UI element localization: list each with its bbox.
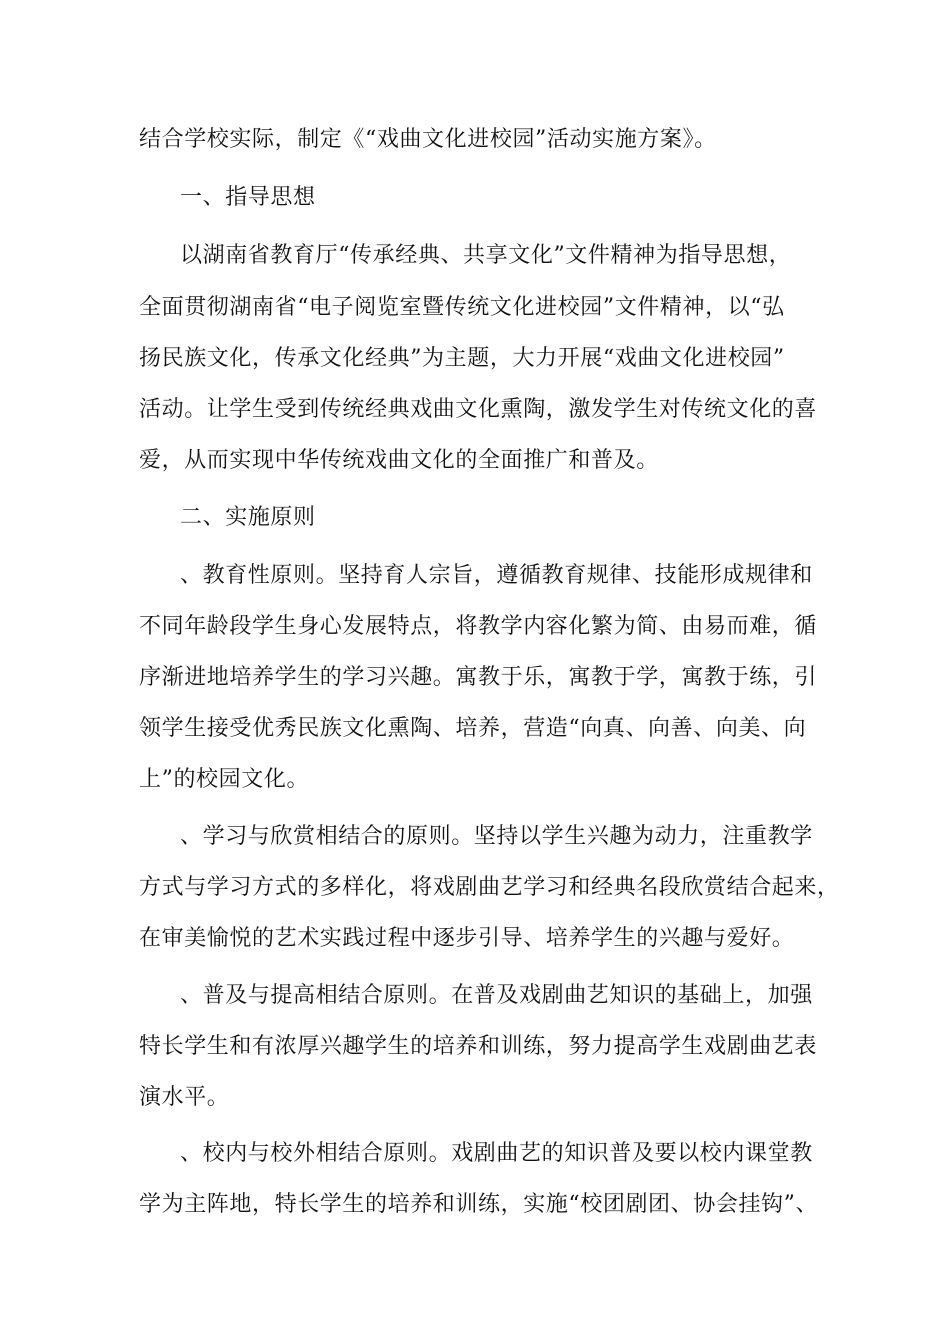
section-heading: 一、指导思想	[180, 185, 316, 210]
text-line: 演水平。	[139, 1085, 230, 1110]
section-heading: 二、实施原则	[180, 505, 316, 530]
text-line: 扬民族文化，传承文化经典”为主题，大力开展“戏曲文化进校园”	[139, 346, 785, 371]
text-line: 、学习与欣赏相结合的原则。坚持以学生兴趣为动力，注重教学	[180, 824, 813, 849]
text-line: 序渐进地培养学生的学习兴趣。寓教于乐，寓教于学，寓教于练，引	[139, 665, 818, 690]
text-line: 在审美愉悦的艺术实践过程中逐步引导、培养学生的兴趣与爱好。	[139, 926, 795, 951]
text-line: 以湖南省教育厅“传承经典、共享文化”文件精神为指导思想，	[180, 243, 792, 268]
text-line: 领学生接受优秀民族文化熏陶、培养，营造“向真、向善、向美、向	[139, 716, 807, 741]
text-line: 活动。让学生受到传统经典戏曲文化熏陶，激发学生对传统文化的喜	[139, 397, 818, 422]
text-line: 全面贯彻湖南省“电子阅览室暨传统文化进校园”文件精神，以“弘	[139, 295, 785, 320]
text-line: 结合学校实际，制定《“戏曲文化进校园”活动实施方案》。	[139, 127, 717, 152]
text-line: 、校内与校外相结合原则。戏剧曲艺的知识普及要以校内课堂教	[180, 1141, 813, 1166]
text-line: 、普及与提高相结合原则。在普及戏剧曲艺知识的基础上，加强	[180, 983, 813, 1008]
text-line: 不同年龄段学生身心发展特点，将教学内容化繁为简、由易而难，循	[139, 614, 818, 639]
text-line: 爱，从而实现中华传统戏曲文化的全面推广和普及。	[139, 448, 659, 473]
text-line: 上”的校园文化。	[139, 767, 310, 792]
text-line: 学为主阵地，特长学生的培养和训练，实施“校团剧团、协会挂钩”、	[139, 1192, 819, 1217]
text-line: 方式与学习方式的多样化，将戏剧曲艺学习和经典名段欣赏结合起来，	[139, 875, 840, 900]
text-line: 特长学生和有浓厚兴趣学生的培养和训练，努力提高学生戏剧曲艺表	[139, 1034, 818, 1059]
text-line: 、教育性原则。坚持育人宗旨，遵循教育规律、技能形成规律和	[180, 563, 813, 588]
